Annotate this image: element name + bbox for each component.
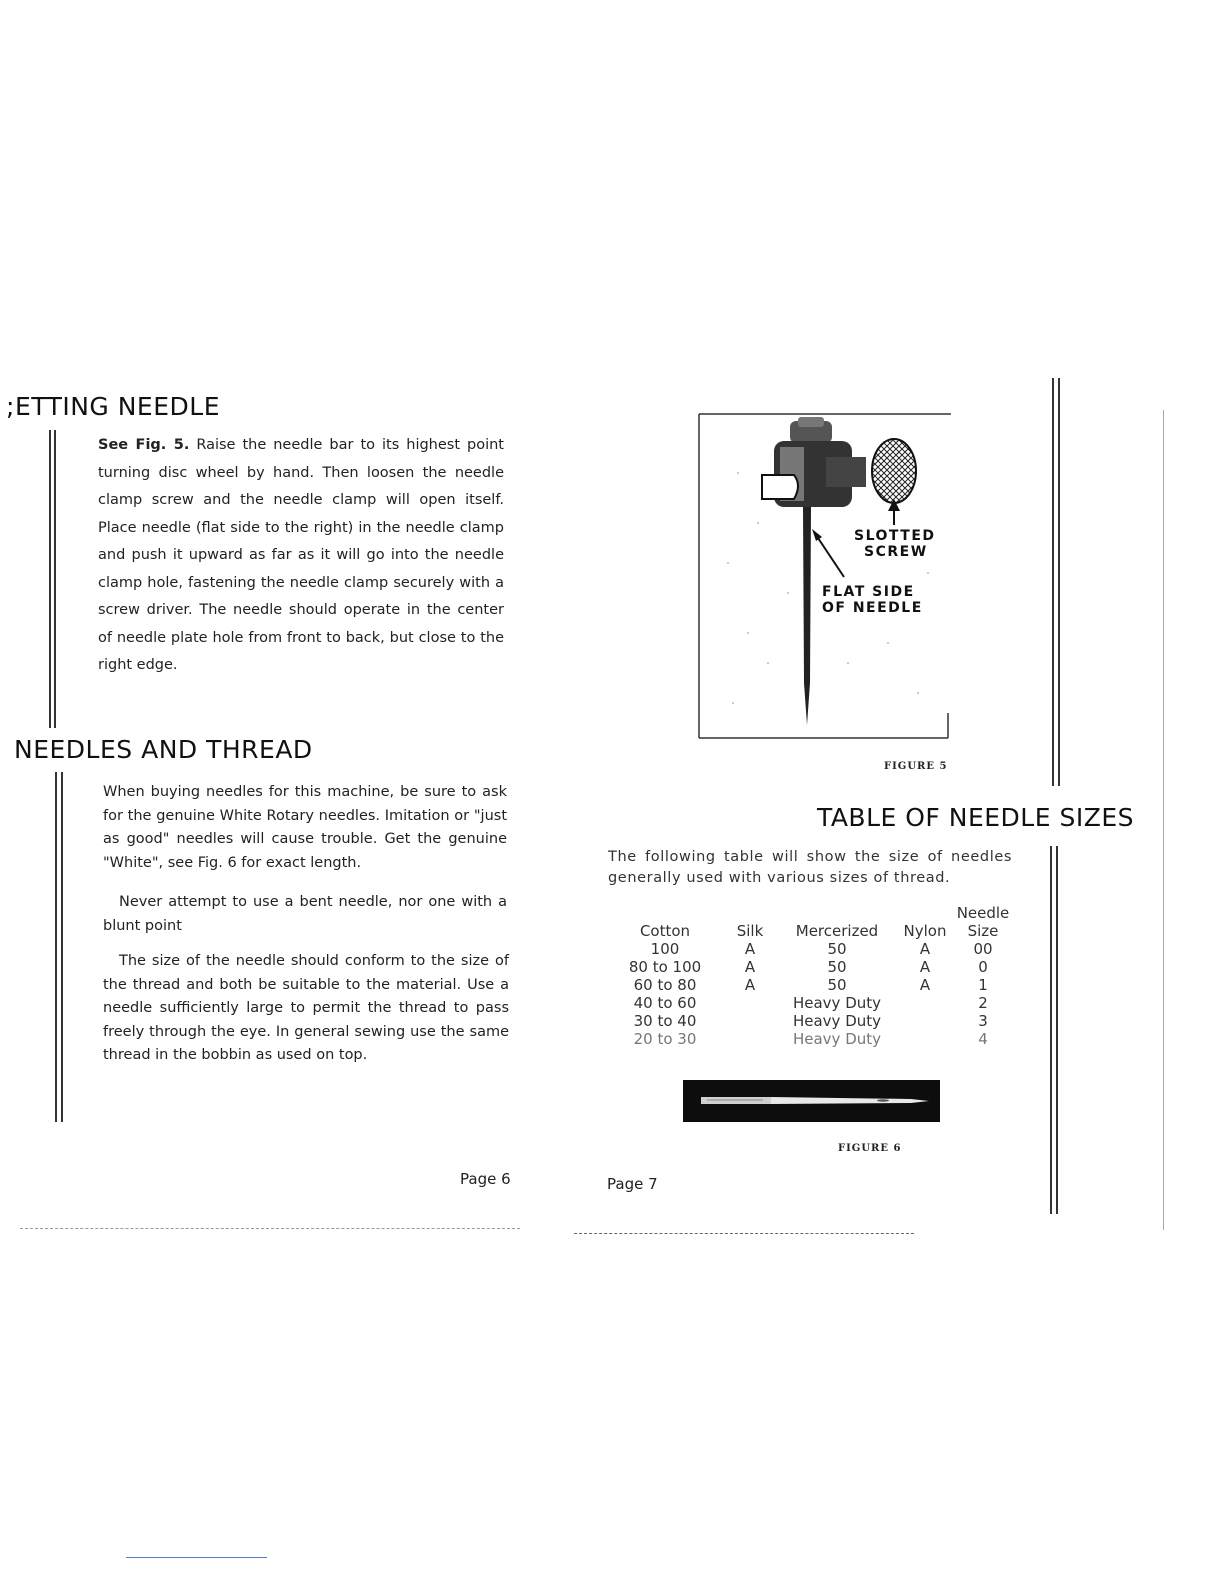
page-bottom-edge (574, 1233, 914, 1234)
cell-cotton: 20 to 30 (633, 1030, 697, 1048)
cell-nylon (894, 994, 956, 1012)
needle-size-table (610, 904, 1010, 1048)
margin-rule (61, 772, 63, 1122)
needle-table (610, 904, 1010, 1048)
cell-nylon: A (919, 976, 931, 994)
needles-paragraph-1: When buying needles for this machine, be sure to ask for the genuine White Rotary needles. Imitation or "just as good" needles will cause trouble. Get the genuine "White", see Fig. 6 for exact length. (103, 784, 507, 871)
page-number-left: Page 6 (460, 1170, 511, 1188)
needle-clamp-drawing (698, 413, 952, 743)
needle-drawing (683, 1080, 940, 1122)
table-intro: The following table will show the size of needles generally used with various sizes of thread. (608, 849, 1012, 886)
cell-silk: A (744, 976, 756, 994)
cell-silk: A (744, 940, 756, 958)
cell-needle-size: 3 (978, 1012, 988, 1030)
figure-6-needle-photo (683, 1080, 940, 1122)
figure-5-caption: FIGURE 5 (884, 761, 948, 772)
table-row (610, 1012, 1010, 1030)
heading-text: EEDLES AND THREAD (33, 735, 313, 764)
table-row (610, 976, 1010, 994)
col-header-nylon: Nylon (903, 922, 947, 940)
table-title: TABLE OF NEEDLE SIZES (817, 803, 1135, 832)
setting-needle-paragraph (98, 432, 504, 680)
cell-cotton: 30 to 40 (633, 1012, 697, 1030)
margin-rule (49, 430, 51, 728)
cell-cotton: 60 to 80 (633, 976, 697, 994)
col-header-cotton: Cotton (639, 922, 691, 940)
cell-needle-size: 2 (978, 994, 988, 1012)
cell-needle-size: 4 (978, 1030, 988, 1048)
heading-text: ETTING NEEDLE (14, 392, 220, 421)
cell-nylon: A (919, 940, 931, 958)
figure-6-caption: FIGURE 6 (838, 1143, 902, 1154)
table-row (610, 940, 1010, 958)
cell-needle-size: 00 (973, 940, 993, 958)
margin-rule (55, 772, 57, 1122)
col-header-silk: Silk (736, 922, 764, 940)
paragraph-text: Raise the needle bar to its highest point turning disc wheel by hand. Then loosen the needle clamp screw and the needle clamp will open itself. Place needle (flat side to the right) in the needle clamp and push it upward as far as it will go into the needle clamp hole, fastening the needle clamp securely with a screw driver. The needle should operate in the center of needle plate hole from front to back, but close to the right edge. (98, 437, 504, 673)
scan-edge-line (1163, 410, 1164, 1230)
section-heading-setting-needle (6, 392, 220, 421)
col-header-mercerized: Mercerized (795, 922, 879, 940)
callout-slotted-screw (854, 528, 936, 560)
page-bottom-edge (20, 1228, 520, 1229)
cell-silk (720, 1012, 780, 1030)
cell-silk (720, 994, 780, 1012)
section-heading-needles-thread (14, 735, 313, 764)
cell-mercerized: Heavy Duty (792, 994, 882, 1012)
col-header-needle-size: Needle Size (956, 904, 1010, 940)
margin-rule (54, 430, 56, 728)
table-row (610, 958, 1010, 976)
scan-artifact-line (126, 1557, 267, 1558)
table-header-row (610, 904, 1010, 940)
table-row (610, 1030, 1010, 1048)
cell-needle-size: 0 (978, 958, 988, 976)
cell-needle-size: 1 (978, 976, 988, 994)
callout-line: OF NEEDLE (822, 600, 923, 616)
cell-cotton: 80 to 100 (628, 958, 702, 976)
cell-mercerized: Heavy Duty (792, 1012, 882, 1030)
fig-reference: See Fig. 5. (98, 437, 190, 453)
needles-paragraph-2: Never attempt to use a bent needle, nor one with a blunt point (103, 894, 507, 934)
cell-nylon (894, 1030, 956, 1048)
cell-cotton: 100 (650, 940, 680, 958)
needles-paragraph-3: The size of the needle should conform to the size of the thread and both be suitable to the material. Use a needle sufficiently large to permit the thread to pass freely through the eye. In general sewing use the same thread in the bobbin as used on top. (103, 953, 509, 1063)
callout-flat-side (822, 584, 923, 616)
cell-mercerized: 50 (827, 976, 847, 994)
margin-rule (1056, 846, 1058, 1214)
callout-line: SCREW (864, 544, 928, 560)
cell-silk (720, 1030, 780, 1048)
margin-rule (1050, 846, 1052, 1214)
margin-rule (1058, 378, 1060, 786)
cell-silk: A (744, 958, 756, 976)
callout-line: FLAT SIDE (822, 584, 915, 600)
page-number-right: Page 7 (607, 1175, 658, 1193)
callout-line: SLOTTED (854, 528, 936, 544)
cell-mercerized: 50 (827, 940, 847, 958)
cell-nylon (894, 1012, 956, 1030)
heading-lead-fragment: ; (6, 392, 15, 421)
table-row (610, 994, 1010, 1012)
heading-lead-fragment: N (14, 735, 34, 764)
cell-nylon: A (919, 958, 931, 976)
cell-cotton: 40 to 60 (633, 994, 697, 1012)
margin-rule (1052, 378, 1054, 786)
figure-5-illustration (698, 413, 952, 743)
cell-mercerized: 50 (827, 958, 847, 976)
cell-mercerized: Heavy Duty (792, 1030, 882, 1048)
